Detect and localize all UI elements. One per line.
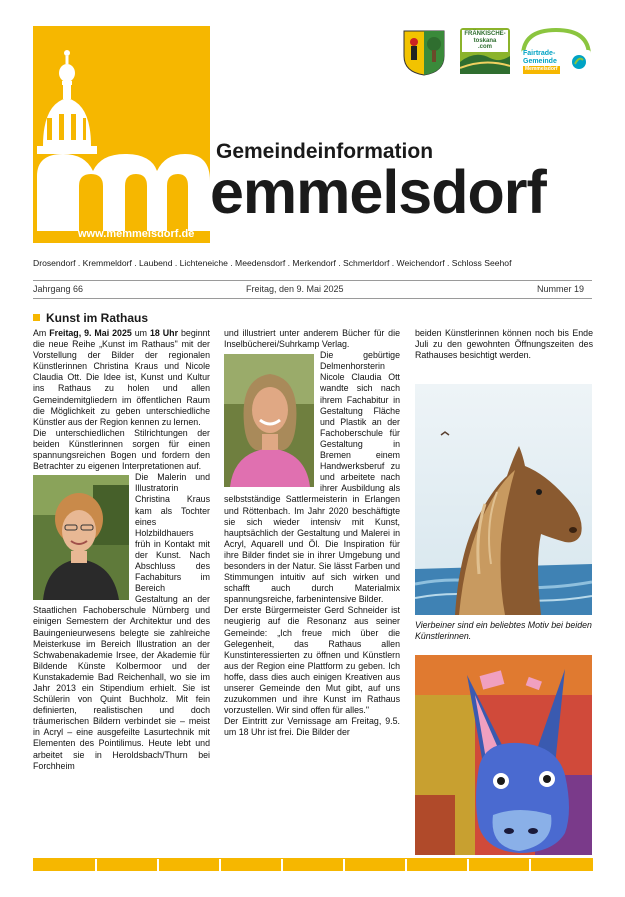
toskana-logo-line3: .com bbox=[477, 44, 492, 50]
fairtrade-logo bbox=[519, 26, 593, 80]
footer-bar-segments bbox=[33, 859, 593, 871]
article-paragraph-8: beiden Künstlerinnen können noch bis Ende Juli zu den gewohnten Öffnungszeiten des Rathauses besichtigt werden. bbox=[415, 328, 593, 361]
town-hall-logo-graphic bbox=[33, 26, 210, 243]
article-column-2 bbox=[224, 328, 400, 738]
portrait-ott-image bbox=[224, 354, 314, 487]
toskana-logo-line1: FRÄNKISCHE- bbox=[464, 31, 506, 37]
article-paragraph-3: Die Malerin und Illustratorin Christina Kraus kam als Tochter eines Holzbildhauers früh in Kontakt mit der Kunst. Nach Abschluss des Fachabiturs im Bereich Gestaltung an der Staatlichen Fachoberschule Nürnberg und einigen Semestern der Architektur und des Bauingenieurwesens belegte sie zahlreiche Meisterkuse im Bereich Illustration an der Schwabenakademie Irsee, der Akademie für Bildende Künste Kolbermoor und der Kunstakademie Bad Reichenhall, wo sie im Jahr 2013 ein Stipendium erhielt. Sie ist Schülerin von Quint Buchholz. Mit fein definierten, realistischen und doch träumerischen Bildern verbindet sie – meist in Acryl – eine ausgefeilte Lasurtechnik mit Elementen des Pointilimus. Heute lebt und arbeitet sie in Heroldsbach/Thurn bei Forchheim bbox=[33, 472, 210, 771]
article-heading bbox=[33, 311, 148, 325]
article-paragraph-6: Der erste Bürgermeister Gerd Schneider ist neugierig auf die Resonanz aus seiner Gemeinde: „Ich freue mich über die Gelegenheit, das Rathaus allen Kunstinteressierten zu öffnen und Künstlern aus der Region eine Plattform zu geben. Ich hoffe, dass dies auch einigen Kreativen aus unserer Gemeinde den Mut gibt, auf uns zuzukommen und ihre Kunst im Rathaus vorzustellen. Wir sind offen für alles." bbox=[224, 605, 400, 716]
horse-painting bbox=[415, 384, 592, 615]
horse-painting-image bbox=[415, 384, 592, 615]
masthead-title: emmelsdorf bbox=[210, 158, 546, 226]
article-column-1 bbox=[33, 328, 210, 772]
fairtrade-line1: Fairtrade- bbox=[523, 50, 556, 57]
heading-square-icon bbox=[33, 314, 40, 321]
intro-time: 18 Uhr bbox=[150, 328, 179, 338]
intro-text-2: um bbox=[131, 328, 150, 338]
issue-bottom-rule bbox=[33, 298, 592, 299]
article-paragraph-5: Die gebürtige Delmenhorsterin Nicole Claudia Ott wandte sich nach ihrem Fachabitur in Gestaltung Fläche und Plastik an der Fachoberschule für Gestaltung in Bremen einem Handwerksberuf zu und arbeitete nach ihrer Ausbildung als selbstständige Sattlermeisterin in Erlangen und Röttenbach. Im Jahr 2020 beschäftigte sie sich wieder intensiv mit Kunst, hauptsächlich der Gestaltung und Malerei in Acryl, Aquarell und Öl. Die Inspiration für ihre Bilder findet sie in ihrer Umgebung und besonders in der Natur. Sie lässt Farben und Stimmungen intuitiv auf sich wirken und schafft auch durch Materialmix spannungsreiche, farbenintensive Bilder. bbox=[224, 350, 400, 605]
article-column-3 bbox=[415, 328, 593, 361]
issue-number: Nummer 19 bbox=[537, 284, 585, 294]
article-paragraph-4: und illustriert unter anderem Bücher für die Inselbücherei/Suhrkamp Verlag. bbox=[224, 328, 400, 350]
article-heading-text: Kunst im Rathaus bbox=[46, 311, 149, 325]
issue-top-rule bbox=[33, 280, 592, 281]
issue-year: Jahrgang 66 bbox=[33, 284, 84, 294]
donkey-painting-image bbox=[415, 655, 592, 855]
footer-bar bbox=[33, 858, 593, 870]
portrait-christina-kraus bbox=[33, 475, 129, 600]
photo-caption: Vierbeiner sind ein beliebtes Motiv bei beiden Künstlerinnen. bbox=[415, 620, 592, 641]
website-url[interactable]: www.memmelsdorf.de bbox=[78, 228, 195, 240]
intro-date: Freitag, 9. Mai 2025 bbox=[49, 328, 132, 338]
article-paragraph-2: Die unterschiedlichen Stilrichtungen der beiden Künstlerinnen sorgen für einen spannungsreichen Bogen und fordern den Betrachter zu eigenen Interpretationen auf. bbox=[33, 427, 210, 472]
coat-of-arms-icon bbox=[401, 28, 447, 76]
fairtrade-line3: Memmelsdorf bbox=[525, 66, 558, 72]
portrait-nicole-ott bbox=[224, 354, 314, 487]
intro-text-1: Am bbox=[33, 328, 50, 338]
toskana-logo-line2: toskana bbox=[473, 37, 497, 44]
coat-of-arms-logo bbox=[401, 28, 447, 76]
fairtrade-line2: Gemeinde bbox=[523, 57, 557, 65]
issue-date: Freitag, den 9. Mai 2025 bbox=[246, 284, 344, 294]
masthead-logo bbox=[33, 26, 210, 243]
fraenkische-toskana-logo bbox=[460, 28, 510, 74]
village-list: Drosendorf . Kremmeldorf . Laubend . Lichteneiche . Meedensdorf . Merkendorf . Schmerldorf . Weichendorf . Schloss Seehof bbox=[33, 258, 512, 268]
masthead-subtitle: Gemeindeinformation bbox=[216, 140, 434, 163]
donkey-painting bbox=[415, 655, 592, 855]
intro-text-3: beginnt die neue Reihe „Kunst im Rathaus" mit der Vorstellung der Bilder der regionalen Künstlerinnen Christina Kraus und Nicole Claudia Ott. Die Idee ist, Kunst und Kultur ins Rathaus zu holen und allen Gemeindemitgliedern im öffentlichen Raum die Möglichkeit zu geben unterschiedliche Künstler aus der Region kennen zu lernen. bbox=[33, 328, 210, 427]
article-intro-paragraph bbox=[33, 328, 210, 428]
portrait-kraus-image bbox=[33, 475, 129, 600]
article-paragraph-7: Der Eintritt zur Vernissage am Freitag, 9.5. um 18 Uhr ist frei. Die Bilder der bbox=[224, 716, 400, 738]
